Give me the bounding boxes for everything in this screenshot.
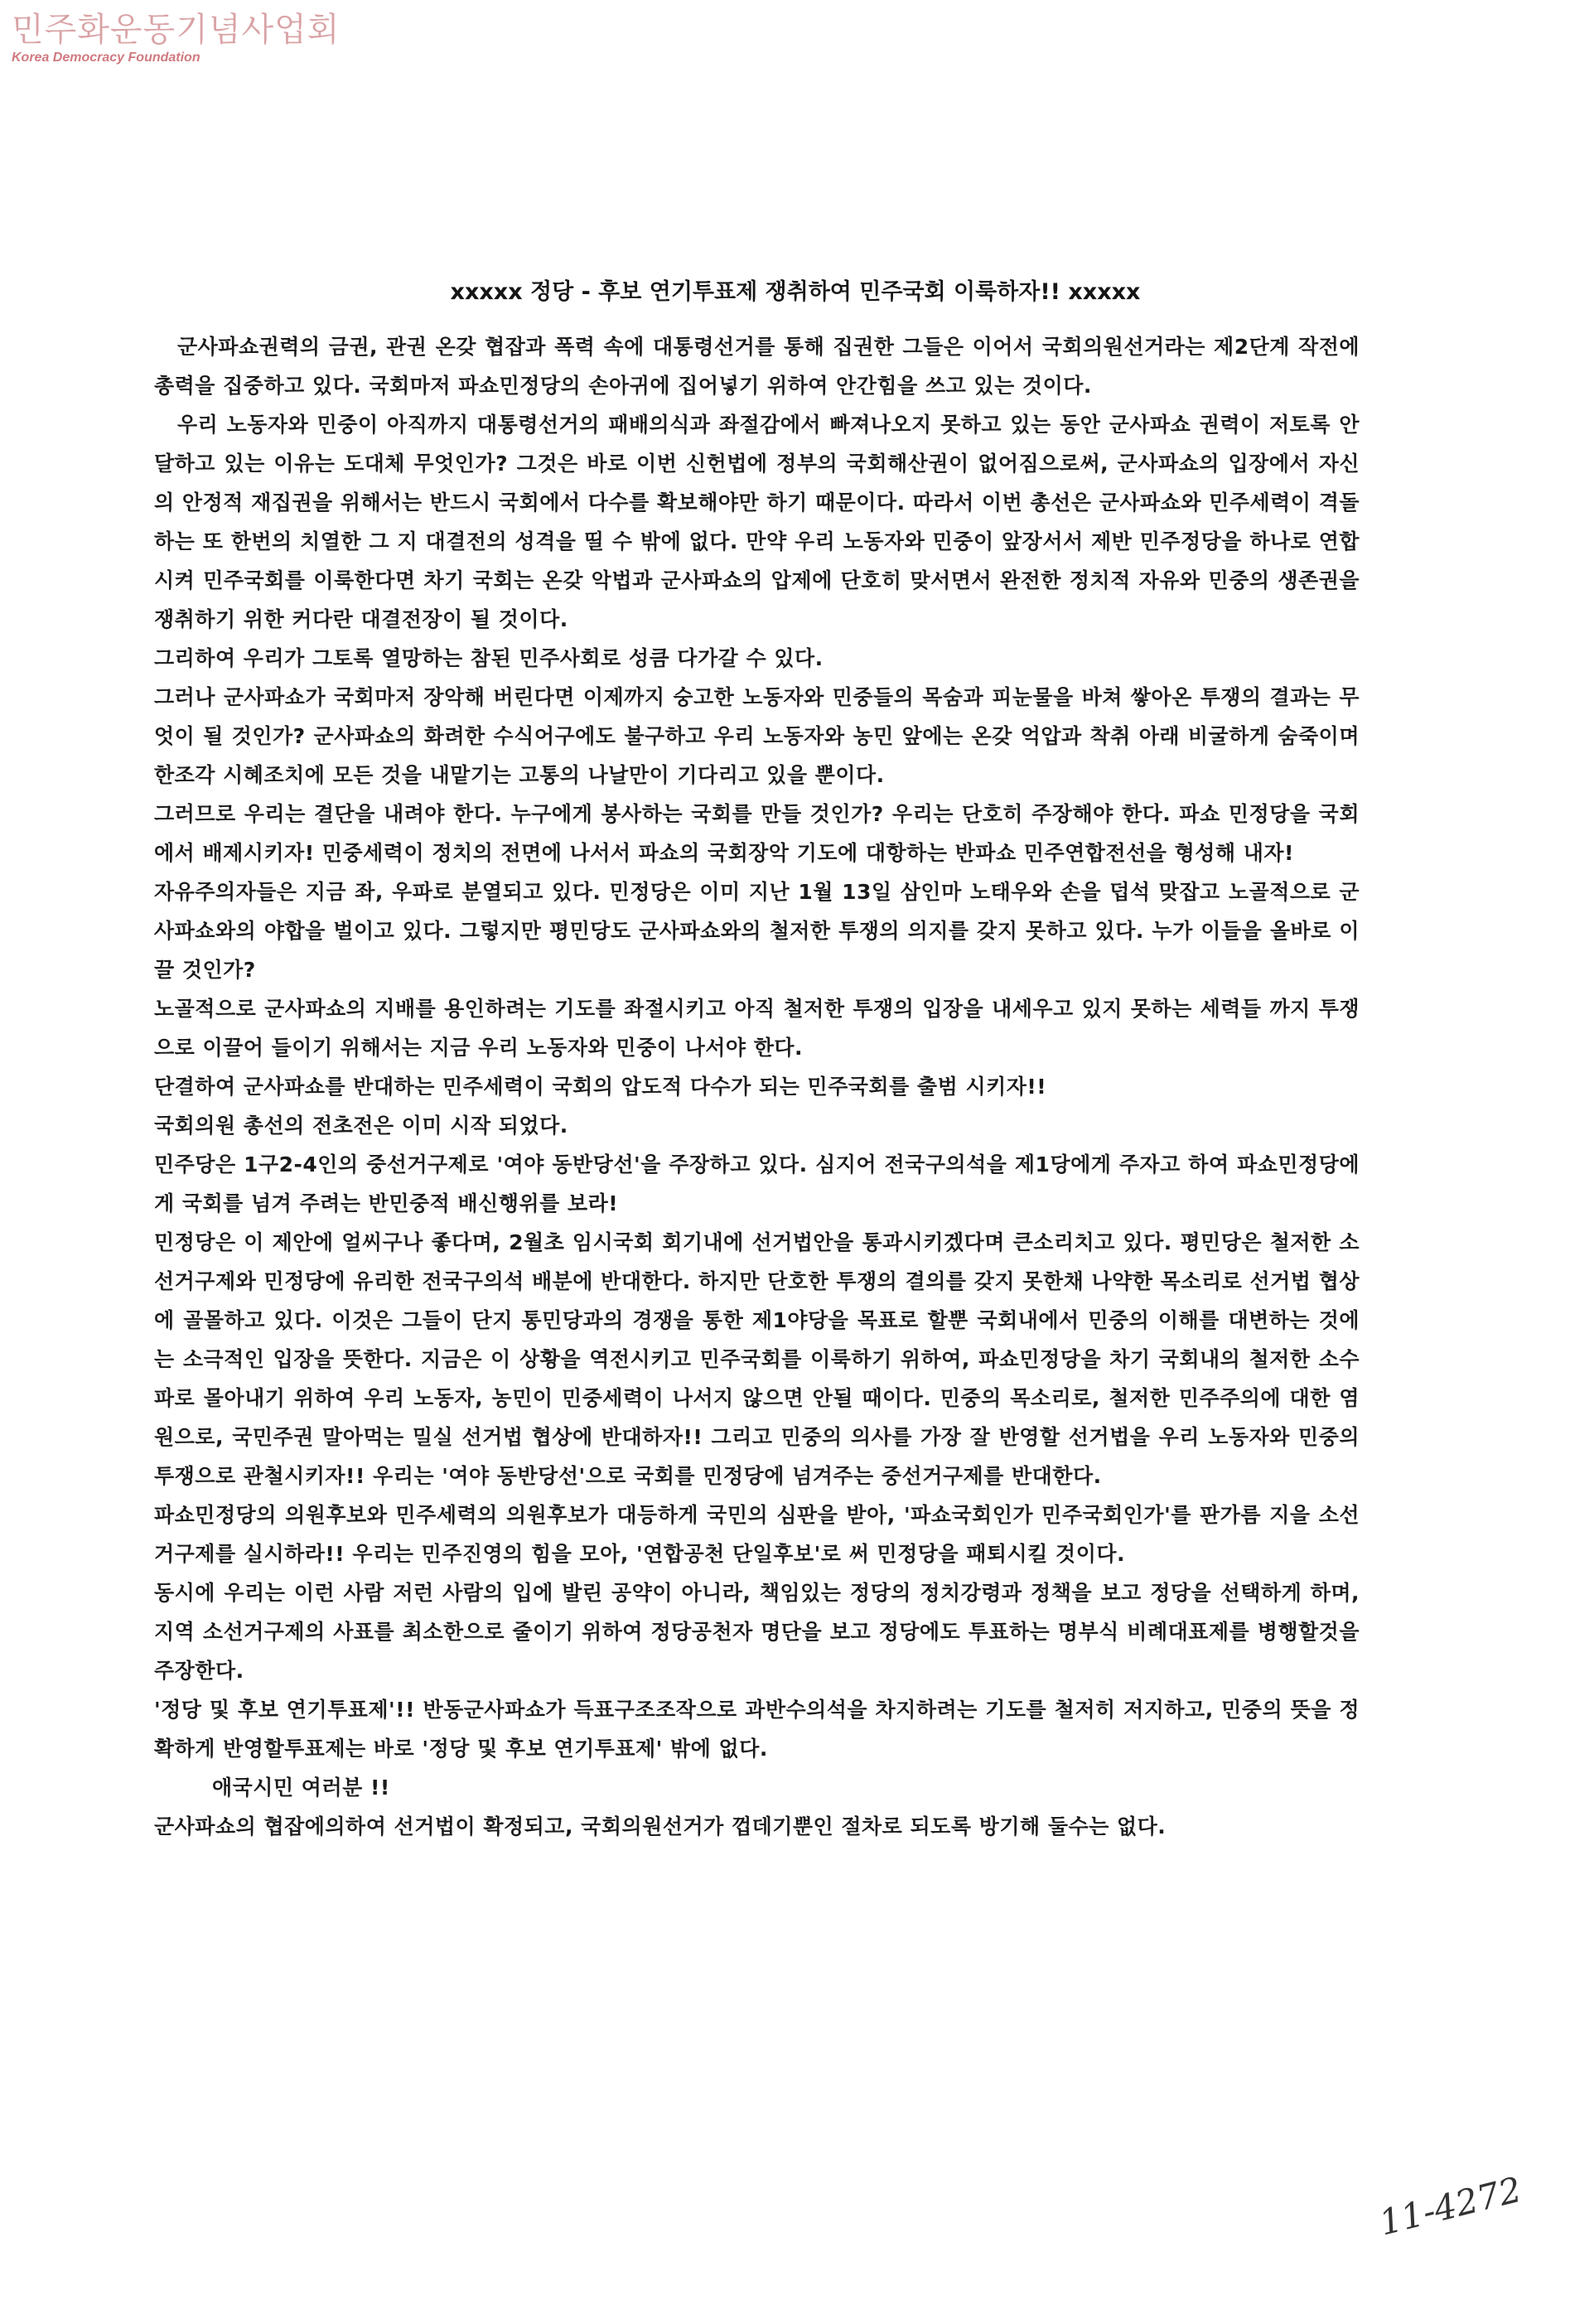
watermark-english-name: Korea Democracy Foundation [12,51,200,65]
paragraph-6: 자유주의자들은 지금 좌, 우파로 분열되고 있다. 민정당은 이미 지난 1월 13일 삼인마 노태우와 손을 덥석 맞잡고 노골적으로 군사파쇼와의 야합을 벌이고 있다. 그렇지만 평민당도 군사파쇼와의 철저한 투쟁의 의지를 갖지 못하고 있다. 누가 이들을 올바로 이끌 것인가? [154,880,1360,982]
archive-number: 11-4272 [1375,2168,1526,2244]
paragraph-9: 국회의원 총선의 전초전은 이미 시작 되었다. [154,1114,568,1138]
paragraph-2: 우리 노동자와 민중이 아직까지 대통령선거의 패배의식과 좌절감에서 빠져나오지 못하고 있는 동안 군사파쇼 권력이 저토록 안달하고 있는 이유는 도대체 무엇인가? 그것은 바로 이번 신헌법에 정부의 국회해산권이 없어짐으로써, 군사파쇼의 입장에서 자신의 안정적 재집권을 위해서는 반드시 국회에서 다수를 확보해야만 하기 때문이다. 따라서 이번 총선은 군사파쇼와 민주세력이 격돌하는 또 한번의 치열한 그 지 대결전의 성격을 띨 수 밖에 없다. 만약 우리 노동자와 민중이 앞장서서 제반 민주정당을 하나로 연합시켜 민주국회를 이룩한다면 차기 국회는 온갖 악법과 군사파쇼의 압제에 단호히 맞서면서 완전한 정치적 자유와 민중의 생존권을 쟁취하기 위한 커다란 대결전장이 될 것이다. [154,413,1360,631]
paragraph-10: 민주당은 1구2-4인의 중선거구제로 '여야 동반당선'을 주장하고 있다. 심지어 전국구의석을 제1당에게 주자고 하여 파쇼민정당에게 국회를 넘겨 주려는 반민중적 배신행위를 보라! [154,1152,1360,1215]
paragraph-16: 군사파쇼의 협잡에의하여 선거법이 확정되고, 국회의원선거가 껍데기뿐인 절차로 되도록 방기해 둘수는 없다. [154,1814,1167,1838]
paragraph-3: 그리하여 우리가 그토록 열망하는 참된 민주사회로 성큼 다가갈 수 있다. [154,646,824,670]
document-title: xxxxx 정당 - 후보 연기투표제 쟁취하여 민주국회 이룩하자!! xxxxx [450,279,1141,305]
foundation-watermark [12,11,341,66]
watermark-korean-name: 민주화운동기념사업회 [12,11,341,49]
paragraph-11: 민정당은 이 제안에 얼씨구나 좋다며, 2월초 임시국회 회기내에 선거법안을 통과시키겠다며 큰소리치고 있다. 평민당은 철저한 소선거구제와 민정당에 유리한 전국구의석 배분에 반대한다. 하지만 단호한 투쟁의 결의를 갖지 못한채 나약한 목소리로 선거법 협상에 골몰하고 있다. 이것은 그들이 단지 통민당과의 경쟁을 통한 제1야당을 목표로 할뿐 국회내에서 민중의 이해를 대변하는 것에는 소극적인 입장을 뜻한다. 지금은 이 상황을 역전시키고 민주국회를 이룩하기 위하여, 파쇼민정당을 차기 국회내의 철저한 소수파로 몰아내기 위하여 우리 노동자, 농민이 민중세력이 나서지 않으면 안될 때이다. 민중의 목소리로, 철저한 민주주의에 대한 염원으로, 국민주권 말아먹는 밀실 선거법 협상에 반대하자!! 그리고 민중의 의사를 가장 잘 반영할 선거법을 우리 노동자와 민중의 투쟁으로 관철시키자!! 우리는 '여야 동반당선'으로 국회를 민정당에 넘겨주는 중선거구제를 반대한다. [154,1230,1360,1488]
paragraph-4: 그러나 군사파쇼가 국회마저 장악해 버린다면 이제까지 숭고한 노동자와 민중들의 목숨과 피눈물을 바쳐 쌓아온 투쟁의 결과는 무엇이 될 것인가? 군사파쇼의 화려한 수식어구에도 불구하고 우리 노동자와 농민 앞에는 온갖 억압과 착취 아래 비굴하게 숨죽이며 한조각 시혜조치에 모든 것을 내맡기는 고통의 나날만이 기다리고 있을 뿐이다. [154,685,1360,787]
document-body [154,327,1360,1846]
paragraph-5: 그러므로 우리는 결단을 내려야 한다. 누구에게 봉사하는 국회를 만들 것인가? 우리는 단호히 주장해야 한다. 파쇼 민정당을 국회에서 배제시키자! 민중세력이 정치의 전면에 나서서 파쇼의 국회장악 기도에 대항하는 반파쇼 민주연합전선을 형성해 내자! [154,802,1360,865]
paragraph-14: '정당 및 후보 연기투표제'!! 반동군사파쇼가 득표구조조작으로 과반수의석을 차지하려는 기도를 철저히 저지하고, 민중의 뜻을 정확하게 반영할투표제는 바로 '정당 및 후보 연기투표제' 밖에 없다. [154,1698,1360,1761]
paragraph-12: 파쇼민정당의 의원후보와 민주세력의 의원후보가 대등하게 국민의 심판을 받아, '파쇼국회인가 민주국회인가'를 판가름 지을 소선거구제를 실시하라!! 우리는 민주진영의 힘을 모아, '연합공천 단일후보'로 써 민정당을 패퇴시킬 것이다. [154,1503,1360,1566]
paragraph-15: 애국시민 여러분 !! [212,1776,390,1800]
paragraph-7: 노골적으로 군사파쇼의 지배를 용인하려는 기도를 좌절시키고 아직 철저한 투쟁의 입장을 내세우고 있지 못하는 세력들 까지 투쟁으로 이끌어 들이기 위해서는 지금 우리 노동자와 민중이 나서야 한다. [154,997,1360,1060]
paragraph-8: 단결하여 군사파쇼를 반대하는 민주세력이 국회의 압도적 다수가 되는 민주국회를 출범 시키자!! [154,1075,1047,1099]
paragraph-1: 군사파쇼권력의 금권, 관권 온갖 협잡과 폭력 속에 대통령선거를 통해 집권한 그들은 이어서 국회의원선거라는 제2단계 작전에 총력을 집중하고 있다. 국회마저 파쇼민정당의 손아귀에 집어넣기 위하여 안간힘을 쓰고 있는 것이다. [154,335,1360,398]
paragraph-13: 동시에 우리는 이런 사람 저런 사람의 입에 발린 공약이 아니라, 책임있는 정당의 정치강령과 정책을 보고 정당을 선택하게 하며, 지역 소선거구제의 사표를 최소한으로 줄이기 위하여 정당공천자 명단을 보고 정당에도 투표하는 명부식 비례대표제를 병행할것을 주장한다. [154,1581,1360,1683]
